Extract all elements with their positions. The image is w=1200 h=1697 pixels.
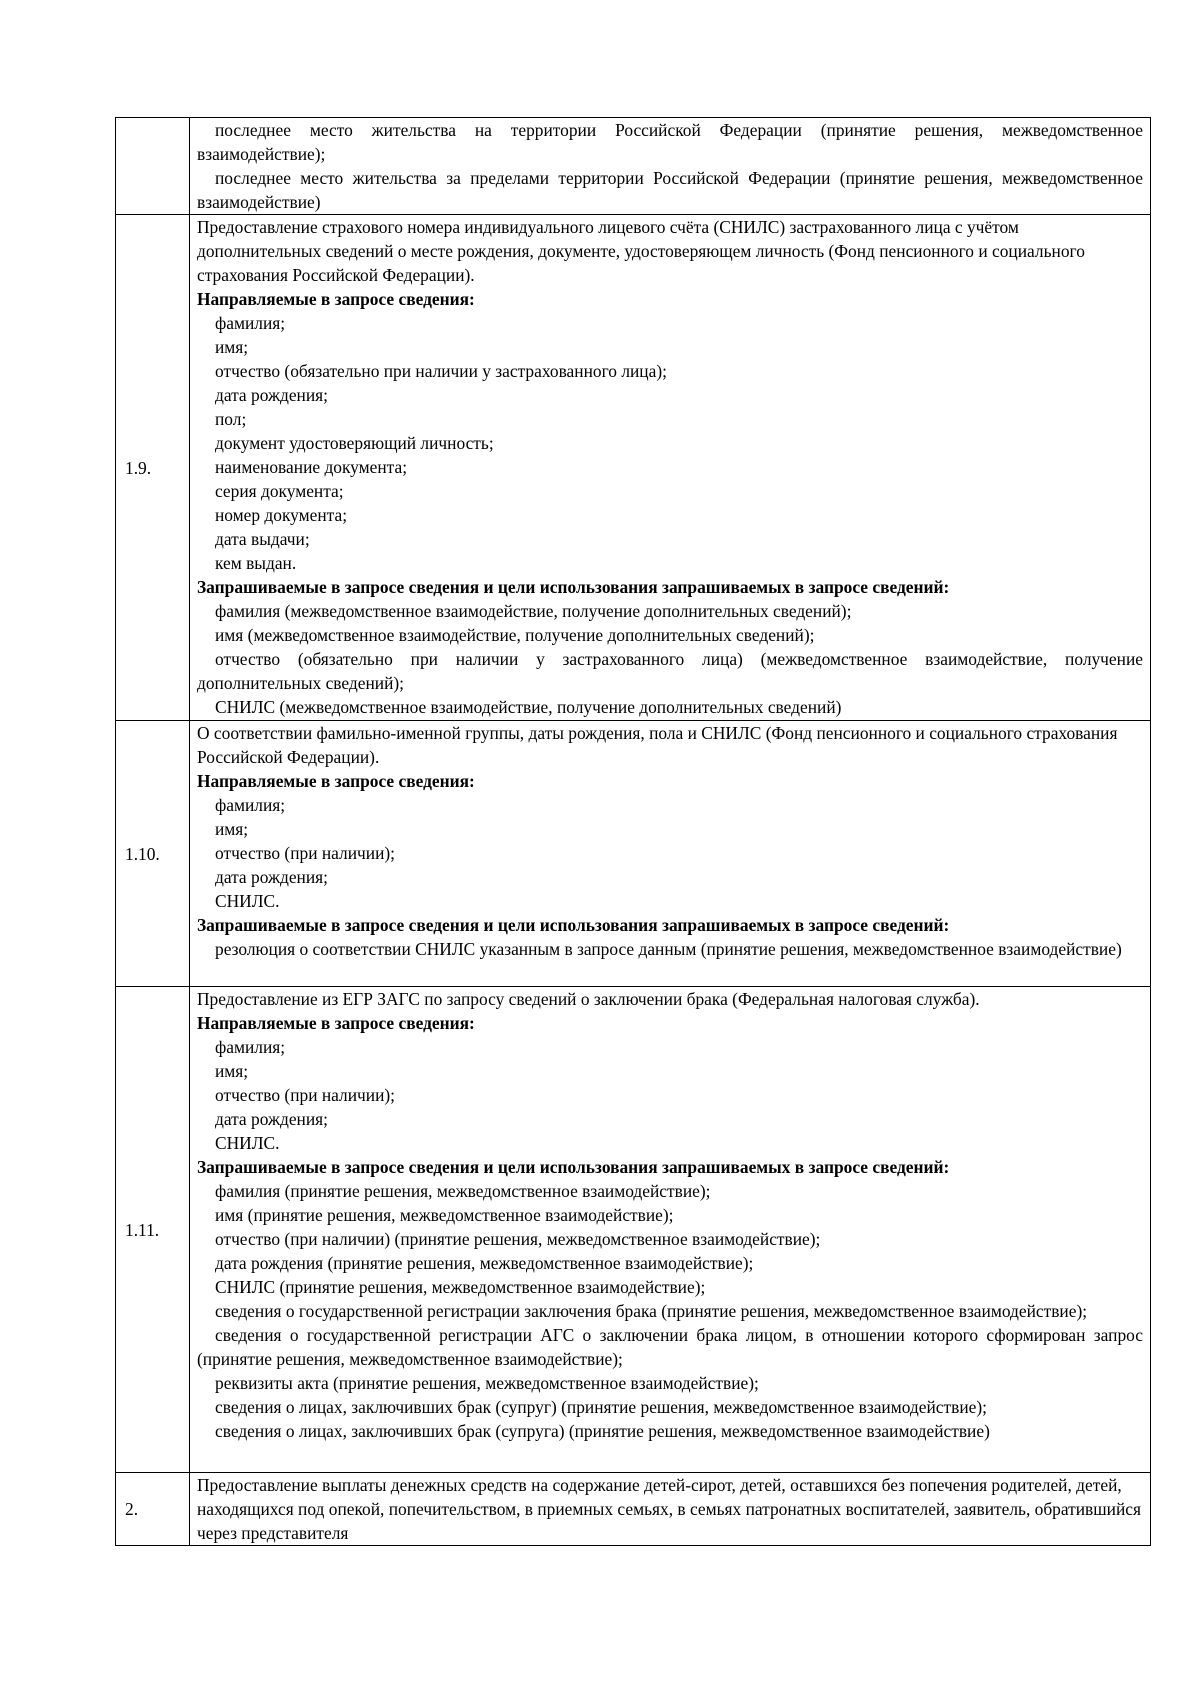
list-item: дата рождения; <box>215 867 328 887</box>
row-intro: Предоставление выплаты денежных средств на содержание детей-сирот, детей, оставшихся без попечения родителей, детей, находящихся под опекой, попечительством, в приемных семьях, в семьях патронатных воспитателей, заявитель, обратившийся через представителя <box>197 1475 1141 1543</box>
list-item: дата рождения (принятие решения, межведомственное взаимодействие); <box>215 1253 754 1273</box>
row-content <box>190 987 1151 1473</box>
list-item: имя; <box>215 337 249 357</box>
table-row <box>116 1473 1151 1546</box>
services-table <box>115 117 1151 1546</box>
list-item: отчество (при наличии); <box>215 1085 396 1105</box>
list-item: дата рождения; <box>215 385 328 405</box>
list-item: имя; <box>215 819 249 839</box>
row-number <box>116 118 190 215</box>
list-item: сведения о лицах, заключивших брак (супруга) (принятие решения, межведомственное взаимодействие) <box>215 1421 990 1441</box>
request-heading: Запрашиваемые в запросе сведения и цели использования запрашиваемых в запросе сведений: <box>197 915 950 935</box>
row-content <box>190 215 1151 721</box>
row-intro: Предоставление из ЕГР ЗАГС по запросу сведений о заключении брака (Федеральная налоговая служба). <box>197 989 980 1009</box>
list-item: СНИЛС (принятие решения, межведомственное взаимодействие); <box>215 1277 706 1297</box>
list-item: отчество (обязательно при наличии у застрахованного лица) (межведомственное взаимодействие, получение дополнительных сведений); <box>197 649 1143 693</box>
list-item: наименование документа; <box>215 457 408 477</box>
row-number: 1.11. <box>116 987 190 1473</box>
list-item: СНИЛС. <box>215 1133 280 1153</box>
list-item: имя; <box>215 1061 249 1081</box>
list-item: отчество (обязательно при наличии у застрахованного лица); <box>215 361 667 381</box>
list-item: отчество (при наличии); <box>215 843 396 863</box>
row-content <box>190 118 1151 215</box>
list-item: СНИЛС (межведомственное взаимодействие, получение дополнительных сведений) <box>215 697 842 717</box>
list-item: серия документа; <box>215 481 344 501</box>
table-row <box>116 118 1151 215</box>
list-item: СНИЛС. <box>215 891 280 911</box>
list-item: сведения о государственной регистрации АГС о заключении брака лицом, в отношении которого сформирован запрос (принятие решения, межведомственное взаимодействие); <box>197 1325 1143 1369</box>
list-item: документ удостоверяющий личность; <box>215 433 494 453</box>
table-row <box>116 215 1151 721</box>
list-item: фамилия; <box>215 795 286 815</box>
row-intro: О соответствии фамильно-именной группы, даты рождения, пола и СНИЛС (Фонд пенсионного и социального страхования Российской Федерации). <box>197 723 1118 767</box>
request-heading: Запрашиваемые в запросе сведения и цели использования запрашиваемых в запросе сведений: <box>197 1157 950 1177</box>
list-item: фамилия (межведомственное взаимодействие, получение дополнительных сведений); <box>215 601 852 621</box>
row-content <box>190 1473 1151 1546</box>
table-row <box>116 987 1151 1473</box>
row-number: 1.9. <box>116 215 190 721</box>
row-number: 2. <box>116 1473 190 1546</box>
sent-heading: Направляемые в запросе сведения: <box>197 771 475 791</box>
request-heading: Запрашиваемые в запросе сведения и цели использования запрашиваемых в запросе сведений: <box>197 577 950 597</box>
table-row <box>116 721 1151 987</box>
list-item: последнее место жительства на территории Российской Федерации (принятие решения, межведомственное взаимодействие); <box>197 120 1143 164</box>
list-item: имя (принятие решения, межведомственное взаимодействие); <box>215 1205 674 1225</box>
list-item: фамилия; <box>215 1037 286 1057</box>
list-item: имя (межведомственное взаимодействие, получение дополнительных сведений); <box>215 625 815 645</box>
sent-heading: Направляемые в запросе сведения: <box>197 1013 475 1033</box>
list-item: кем выдан. <box>215 553 297 573</box>
row-number: 1.10. <box>116 721 190 987</box>
list-item: резолюция о соответствии СНИЛС указанным в запросе данным (принятие решения, межведомственное взаимодействие) <box>215 939 1122 959</box>
list-item: реквизиты акта (принятие решения, межведомственное взаимодействие); <box>215 1373 759 1393</box>
list-item: фамилия (принятие решения, межведомственное взаимодействие); <box>215 1181 711 1201</box>
row-content <box>190 721 1151 987</box>
list-item: сведения о государственной регистрации заключения брака (принятие решения, межведомственное взаимодействие); <box>215 1301 1088 1321</box>
list-item: номер документа; <box>215 505 348 525</box>
list-item: сведения о лицах, заключивших брак (супруг) (принятие решения, межведомственное взаимодействие); <box>215 1397 987 1417</box>
list-item: дата рождения; <box>215 1109 328 1129</box>
list-item: фамилия; <box>215 313 286 333</box>
sent-heading: Направляемые в запросе сведения: <box>197 289 475 309</box>
list-item: последнее место жительства за пределами территории Российской Федерации (принятие решения, межведомственное взаимодействие) <box>197 168 1143 212</box>
row-intro: Предоставление страхового номера индивидуального лицевого счёта (СНИЛС) застрахованного лица с учётом дополнительных сведений о месте рождения, документе, удостоверяющем личность (Фонд пенсионного и социального страхования Российской Федерации). <box>197 217 1085 285</box>
list-item: дата выдачи; <box>215 529 310 549</box>
list-item: пол; <box>215 409 247 429</box>
list-item: отчество (при наличии) (принятие решения, межведомственное взаимодействие); <box>215 1229 821 1249</box>
